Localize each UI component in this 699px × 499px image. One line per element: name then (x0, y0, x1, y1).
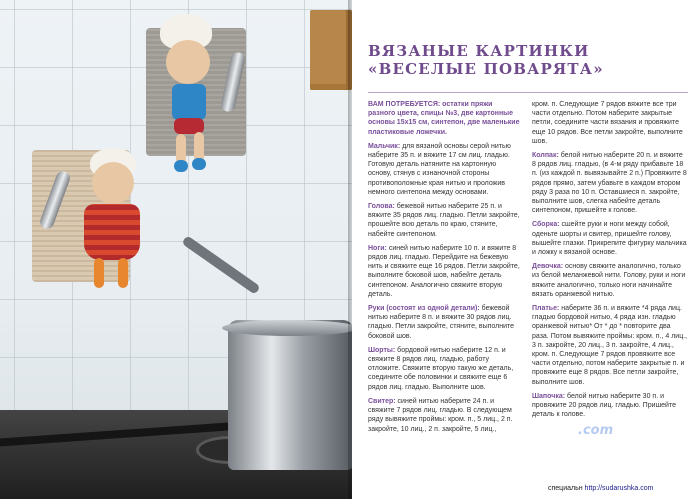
section-heading: Колпак: (532, 152, 559, 160)
girl-cook-doll (80, 148, 160, 298)
section-heading: Девочка: (532, 263, 564, 271)
text-column-right (532, 100, 688, 425)
materials-list: ВАМ ПОТРЕБУЕТСЯ: остатки пряжи разного цвета, спицы №3, две картонные основы 15х15 см, синтепон, две маленькие пластиковые ложечки. (368, 101, 520, 136)
pot-rim (222, 320, 352, 336)
section-heading: Шорты: (368, 346, 396, 354)
doll-dress (84, 204, 140, 260)
section-hat (532, 392, 688, 420)
boy-cook-doll (160, 14, 240, 174)
section-text: бежевой нитью наберите 25 п. и вяжите 35 рядов лиц. гладью. Петли закройте, прошейте всю деталь по краю, стяните, набейте синтепоном. (368, 203, 520, 238)
section-text: для вязаной основы серой нитью наберите 35 п. и вяжите 17 см лиц. гладью. Готовую деталь натяните на картонную основу, стянув с изнаночной стороны противоположные края нитью и проложив немного синтепона между основами. (368, 142, 511, 196)
section-assembly (532, 220, 688, 257)
doll-leg-left (94, 258, 104, 288)
section-dress (532, 304, 688, 387)
section-heading: Голова: (368, 203, 395, 211)
footer-prefix: специальн (548, 485, 583, 492)
section-arms (368, 304, 520, 341)
doll-shoe-left (174, 160, 188, 172)
article-page (352, 0, 699, 499)
title-line-1: ВЯЗАНЫЕ КАРТИНКИ (368, 42, 590, 60)
section-text: белой нитью наберите 20 п. и вяжите 8 рядов лиц. гладью, (в 4-м ряду прибавьте 18 п. (из каждой п. вывязывайте 2 п.) Провяжите 8 рядов прямо, затем убавьте в каждом втором ряду 3 раза по 10 п. Оставшиеся п. закройте, выполните шов, слегка набейте деталь синтепоном, пришейте к голове. (532, 152, 687, 215)
section-text: сшейте руки и ноги между собой, оденьте шорты и свитер, пришейте голову, вышейте глазки. Прикрепите фигурку мальчика и ложку к вязаной основе. (532, 221, 687, 257)
section-text: синей нитью наберите 24 п. и свяжите 7 рядов лиц. гладью. В следующем ряду вывяжите проймы: кром. п., 5 лиц., 2 п. закройте, 10 лиц., 2 п. закройте, 5 лиц., (368, 397, 513, 433)
section-heading: Свитер: (368, 397, 396, 405)
section-sweater (368, 397, 520, 434)
section-heading: Мальчик: (368, 142, 401, 150)
section-text: бежевой нитью наберите 8 п. и вяжите 30 рядов лиц. гладью. Петли закройте, стяните, выполните боковой шов. (368, 305, 515, 340)
title-divider (368, 92, 688, 93)
section-text: белой нитью наберите 30 п. и провяжите 20 рядов лиц. гладью. Пришейте деталь к голове. (532, 392, 676, 419)
doll-shoe-right (192, 158, 206, 170)
title-line-2: «ВЕСЕЛЫЕ ПОВАРЯТА» (368, 60, 604, 78)
page-footer (548, 485, 653, 492)
wooden-shelf (310, 10, 352, 90)
watermark: .com (578, 423, 614, 438)
steel-pot (228, 320, 352, 470)
section-shorts (368, 346, 520, 392)
section-cap (532, 151, 688, 215)
section-legs (368, 244, 520, 299)
section-text: бордовой нитью наберите 12 п. и свяжите 8 рядов лиц. гладью, работу отложите. Свяжите вторую такую же деталь, соедините обе половинки и свяжите еще 6 рядов лиц. гладью. Выполните шов. (368, 346, 514, 391)
section-head (368, 202, 520, 239)
section-text: наберите 36 п. и вяжите *4 ряда лиц. гладью бордовой нитью, 4 ряда изн. гладью оранжевой нитью* От * до * повторите два раза. Потом вывяжите проймы: кром. п., 4 лиц., 3 п. закройте, 20 лиц., 3 п. закройте, 4 лиц., кром. п. Следующие 7 рядов провяжите все части отдельно, потом наберите закрытые п. и провяжите еще 8 рядов. Все петли закройте, выполните шов. (532, 305, 688, 386)
section-girl (532, 262, 688, 299)
section-heading: Сборка: (532, 221, 560, 229)
section-boy (368, 142, 520, 197)
section-heading: Платье: (532, 305, 560, 313)
continued-text: кром. п. Следующие 7 рядов вяжите все три части отдельно. Потом наберите закрытые петли, соедините части вязания и провяжите еще 10 рядов. Все петли закройте, выполните шов. (532, 101, 683, 145)
section-heading: Ноги: (368, 244, 387, 252)
section-text: синей нитью наберите 10 п. и вяжите 8 рядов лиц. гладью. Перейдите на бежевую нить и свяжите еще 16 рядов. Петли закройте, выполните боковой шов, набейте деталь синтепоном. Аналогично свяжите вторую деталь. (368, 244, 520, 298)
footer-site-link[interactable]: http://sudarushka.com (584, 485, 654, 492)
section-heading: Шапочка: (532, 392, 566, 400)
text-column-left (368, 100, 520, 439)
doll-head (166, 40, 210, 84)
section-heading: Руки (состоят из одной детали): (368, 305, 480, 313)
doll-head (92, 162, 134, 204)
section-text: основу свяжите аналогично, только из белой меланжевой нити. Голову, руки и ноги вяжите аналогично, только ноги начинайте вязать оранжевой нитью. (532, 263, 686, 298)
doll-leg-right (118, 258, 128, 288)
article-title (368, 42, 688, 78)
doll-sweater (172, 84, 206, 120)
